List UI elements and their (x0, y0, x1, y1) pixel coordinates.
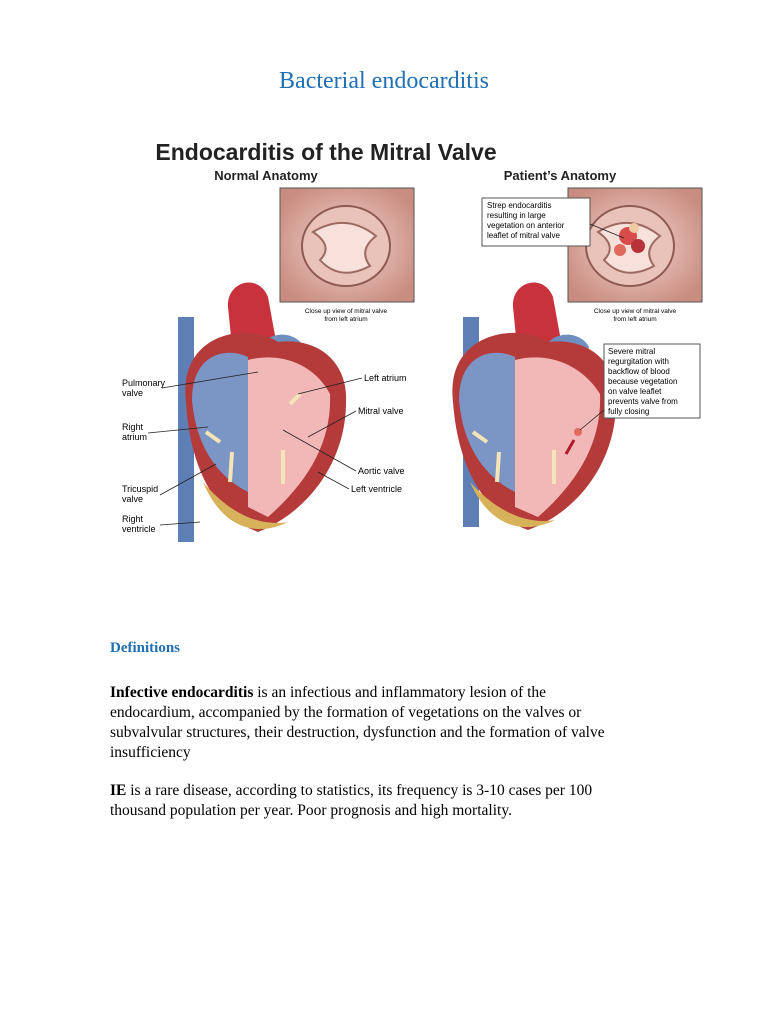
callout-bottom-line-3: backflow of blood (608, 367, 670, 376)
infective-endocarditis-paragraph (110, 683, 680, 763)
callout-bottom-line-7: fully closing (608, 407, 650, 416)
heart-diagram (108, 132, 708, 547)
left-inset (280, 188, 414, 302)
label-right-atrium-2: atrium (122, 432, 148, 442)
label-mitral-valve: Mitral valve (358, 406, 404, 416)
figure-title: Endocarditis of the Mitral Valve (155, 139, 497, 165)
normal-anatomy-title: Normal Anatomy (214, 168, 318, 183)
definitions-heading: Definitions (110, 640, 181, 656)
label-left-atrium: Left atrium (364, 373, 407, 383)
normal-heart-illustration (178, 283, 346, 542)
left-inset-caption-2: from left atrium (324, 316, 368, 323)
label-right-ventricle-2: ventricle (122, 524, 156, 534)
label-left-ventricle: Left ventricle (351, 484, 403, 494)
label-tricuspid-valve-1: Tricuspid (122, 484, 159, 494)
label-tricuspid-valve-2: valve (122, 494, 144, 504)
callout-bottom-line-5: on valve leaflet (608, 387, 662, 396)
callout-top-line-4: leaflet of mitral valve (487, 231, 560, 240)
label-right-atrium-1: Right (122, 422, 144, 432)
p1-line-3: subvalvular structures, their destruction, dysfunction and the formation of valve (110, 724, 605, 741)
label-pulmonary-valve-2: valve (122, 388, 144, 398)
label-pulmonary-valve-1: Pulmonary (122, 378, 166, 388)
right-inset-caption-1: Close up view of mitral valve (593, 308, 677, 315)
left-inset-caption-1: Close up view of mitral valve (304, 308, 388, 315)
p2-line-1: is a rare disease, according to statistics, its frequency is 3-10 cases per 100 (126, 782, 593, 799)
heart-diagram-figure (108, 132, 708, 547)
p1-line-2: endocardium, accompanied by the formation of vegetations on the valves or (110, 704, 582, 721)
callout-top-line-3: vegetation on anterior (487, 221, 565, 230)
patient-anatomy-title: Patient’s Anatomy (503, 168, 617, 183)
callout-top-line-1: Strep endocarditis (487, 201, 552, 210)
label-aortic-valve: Aortic valve (358, 466, 405, 476)
ie-statistics-paragraph (110, 781, 680, 821)
callout-bottom-line-4: because vegetation (608, 377, 678, 386)
patient-heart-illustration (452, 283, 616, 530)
callout-top-line-2: resulting in large (487, 211, 546, 220)
callout-bottom-line-1: Severe mitral (608, 347, 656, 356)
term-infective-endocarditis: Infective endocarditis (110, 684, 254, 701)
callout-bottom-line-2: regurgitation with (608, 357, 669, 366)
callout-bottom-line-6: prevents valve from (608, 397, 678, 406)
p1-line-1: is an infectious and inflammatory lesion of the (253, 684, 547, 701)
term-ie: IE (110, 782, 127, 799)
p2-line-2: thousand population per year. Poor prognosis and high mortality. (110, 802, 512, 819)
document-title: Bacterial endocarditis (279, 68, 489, 94)
p1-line-4: insufficiency (110, 744, 191, 761)
right-inset-caption-2: from left atrium (613, 316, 657, 323)
label-right-ventricle-1: Right (122, 514, 144, 524)
